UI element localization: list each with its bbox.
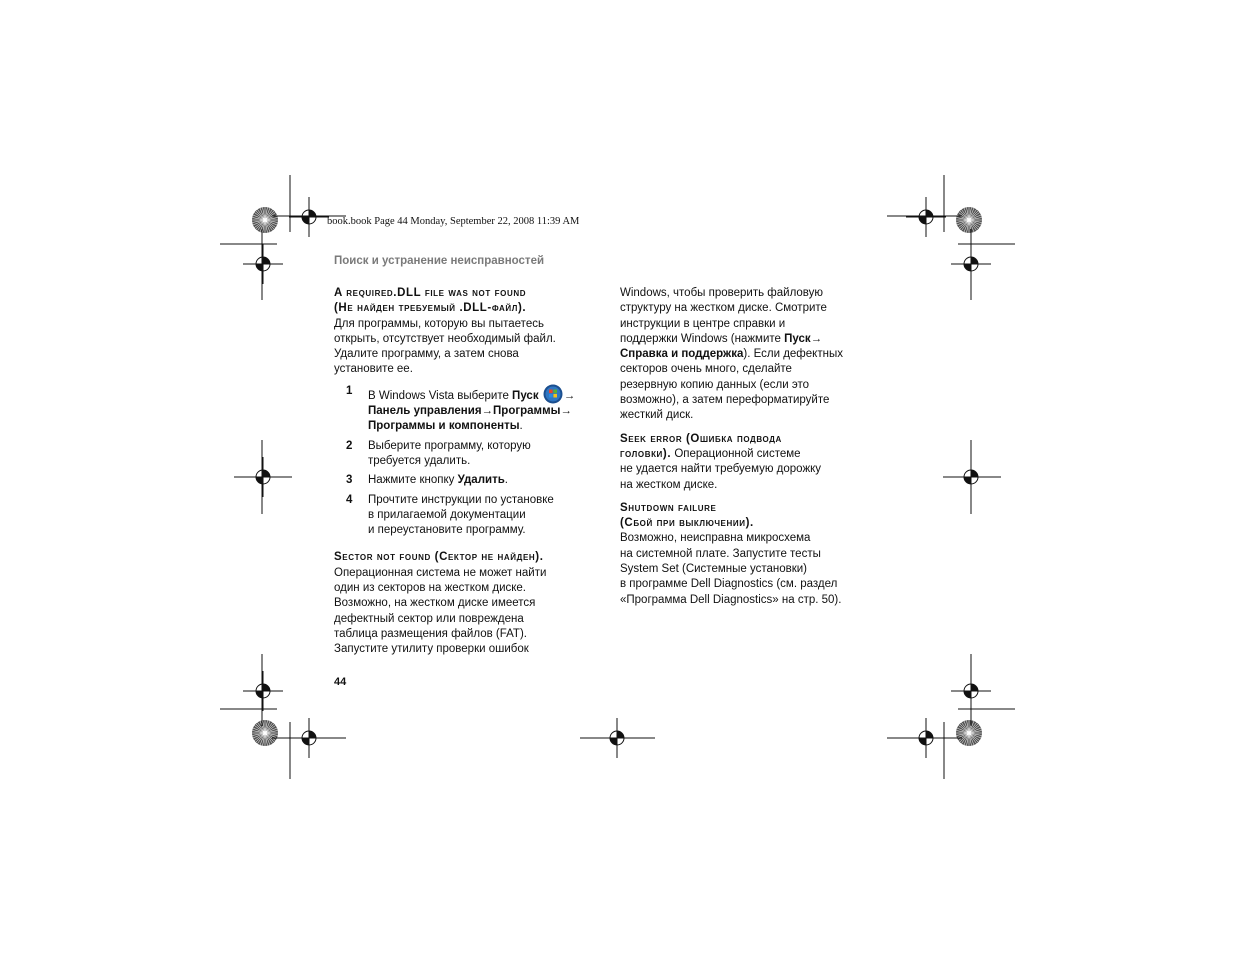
step-1: 1 В Windows Vista выберите Пуск → Панель управления→Программы→ Программы и компоненты. <box>346 384 576 433</box>
left-column <box>334 286 604 658</box>
dll-error-body: Для программы, которую вы пытаетесь открыть, отсутствует необходимый файл. Удалите программу, а затем снова установите ее. <box>334 317 556 376</box>
sector-error-body: Операционная система не может найти один из секторов на жестком диске. Возможно, на жестком диске имеется дефектный сектор или повреждена таблица размещения файлов (FAT). Запустите утилиту проверки ошибок <box>334 566 547 656</box>
seek-error-body: головки). Операционной системе не удается найти требуемую дорожку на жестком диске. <box>620 447 822 491</box>
seek-error-heading: Seek error (Ошибка подвода <box>620 432 782 445</box>
sector-error-heading: Sector not found (Сектор не найден). <box>334 551 544 564</box>
right-column <box>620 286 865 608</box>
step-4: 4 Прочтите инструкции по установке в прилагаемой документации и переустановите программу. <box>346 493 554 537</box>
step-3: 3 Нажмите кнопку Удалить. <box>346 474 508 487</box>
shutdown-failure-body: Возможно, неисправна микросхема на системной плате. Запустите тесты System Set (Системные установки) в программе Dell Diagnostics (см. раздел «Программа Dell Diagnostics» на стр. 50). <box>620 532 842 606</box>
step-2: 2 Выберите программу, которую требуется удалить. <box>346 439 531 467</box>
dll-fix-steps <box>334 384 604 539</box>
sector-error-body-continued: Windows, чтобы проверить файловую структуру на жестком диске. Смотрите инструкции в центре справки и поддержки Windows (нажмите Пуск→ Справка и поддержка). Если дефектных секторов очень много, сделайте резервную копию данных (если это возможно), а затем переформатируйте жесткий диск. <box>620 287 843 422</box>
page-number: 44 <box>334 676 347 688</box>
windows-start-icon <box>543 384 563 404</box>
dll-error-heading: A required.DLL file was not found (Не найден требуемый .DLL-файл). <box>334 287 527 315</box>
running-head: Поиск и устранение неисправностей <box>334 255 545 267</box>
print-slug: book.book Page 44 Monday, September 22, 2008 11:39 AM <box>327 216 580 227</box>
shutdown-failure-heading: Shutdown failure (Сбой при выключении). <box>620 501 754 530</box>
